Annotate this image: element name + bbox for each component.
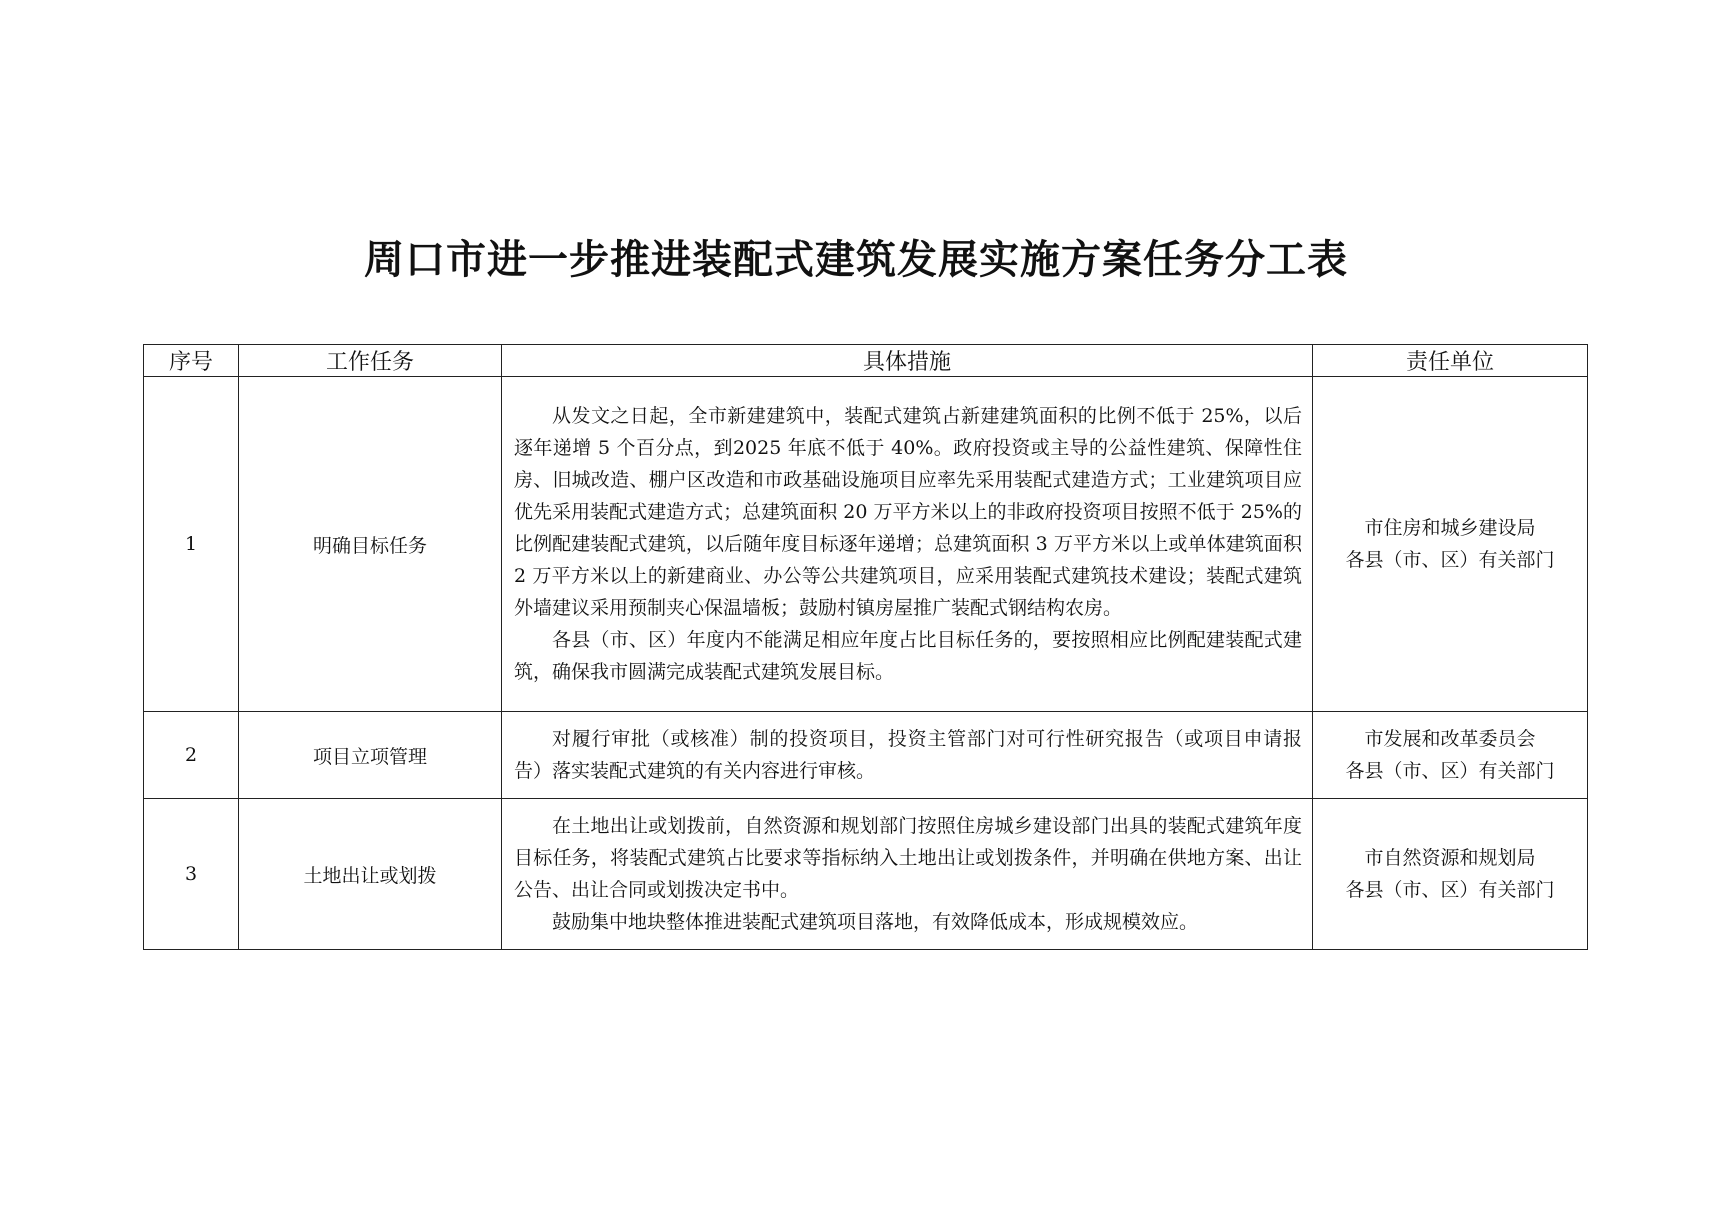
measure-paragraph: 在土地出让或划拨前，自然资源和规划部门按照住房城乡建设部门出具的装配式建筑年度目标任务，将装配式建筑占比要求等指标纳入土地出让或划拨条件，并明确在供地方案、出让公告、出让合同或划拨决定书中。 xyxy=(514,815,1302,901)
measure-paragraph: 各县（市、区）年度内不能满足相应年度占比目标任务的，要按照相应比例配建装配式建筑，确保我市圆满完成装配式建筑发展目标。 xyxy=(514,629,1302,683)
unit-line: 市发展和改革委员会 xyxy=(1364,728,1536,750)
row-unit xyxy=(1313,712,1588,799)
row-measures xyxy=(502,377,1313,712)
table-row xyxy=(144,799,1588,950)
row-seq: 2 xyxy=(144,712,239,799)
row-measures xyxy=(502,799,1313,950)
header-unit: 责任单位 xyxy=(1313,345,1588,377)
unit-line: 各县（市、区）有关部门 xyxy=(1345,879,1555,901)
unit-line: 各县（市、区）有关部门 xyxy=(1345,549,1555,571)
table-header-row xyxy=(144,345,1588,377)
table-row xyxy=(144,712,1588,799)
header-task: 工作任务 xyxy=(239,345,502,377)
row-measures xyxy=(502,712,1313,799)
row-unit xyxy=(1313,799,1588,950)
row-task: 土地出让或划拨 xyxy=(239,799,502,950)
page-title: 周口市进一步推进装配式建筑发展实施方案任务分工表 xyxy=(364,237,1348,283)
measure-paragraph: 从发文之日起，全市新建建筑中，装配式建筑占新建建筑面积的比例不低于 25%，以后逐年递增 5 个百分点，到2025 年底不低于 40%。政府投资或主导的公益性建筑、保障性住房、旧城改造、棚户区改造和市政基础设施项目应率先采用装配式建造方式；工业建筑项目应优先采用装配式建造方式；总建筑面积 20 万平方米以上的非政府投资项目按照不低于 25%的比例配建装配式建筑，以后随年度目标逐年递增；总建筑面积 3 万平方米以上或单体建筑面积 2 万平方米以上的新建商业、办公等公共建筑项目，应采用装配式建筑技术建设；装配式建筑外墙建议采用预制夹心保温墙板；鼓励村镇房屋推广装配式钢结构农房。 xyxy=(514,405,1302,619)
unit-line: 市自然资源和规划局 xyxy=(1364,847,1536,869)
header-seq: 序号 xyxy=(144,345,239,377)
unit-line: 市住房和城乡建设局 xyxy=(1364,517,1536,539)
row-unit xyxy=(1313,377,1588,712)
row-task: 明确目标任务 xyxy=(239,377,502,712)
table-row xyxy=(144,377,1588,712)
header-measures: 具体措施 xyxy=(502,345,1313,377)
measure-paragraph: 对履行审批（或核准）制的投资项目，投资主管部门对可行性研究报告（或项目申请报告）落实装配式建筑的有关内容进行审核。 xyxy=(514,728,1302,782)
row-seq: 1 xyxy=(144,377,239,712)
task-division-table xyxy=(143,344,1588,950)
measure-paragraph: 鼓励集中地块整体推进装配式建筑项目落地，有效降低成本，形成规模效应。 xyxy=(552,911,1199,933)
row-task: 项目立项管理 xyxy=(239,712,502,799)
row-seq: 3 xyxy=(144,799,239,950)
unit-line: 各县（市、区）有关部门 xyxy=(1345,760,1555,782)
